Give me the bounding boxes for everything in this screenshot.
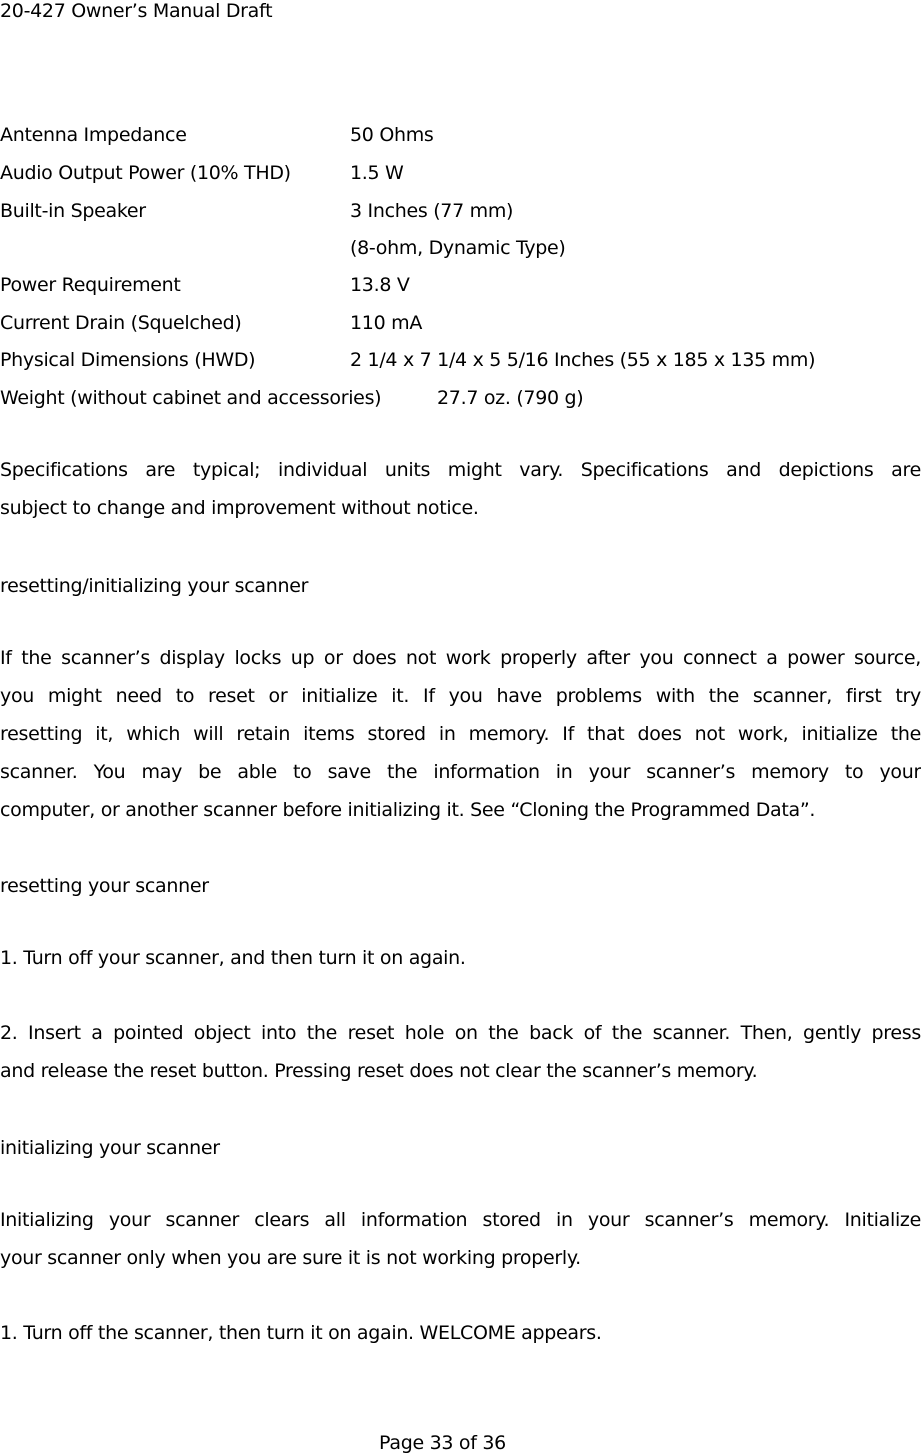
spec-row-antenna-impedance [0, 124, 921, 148]
paragraph-line: you might need to reset or initialize it. If you have problems with the scanner, first try [0, 685, 921, 707]
spec-value: 2 1/4 x 7 1/4 x 5 5/16 Inches (55 x 185 x 135 mm) [350, 349, 816, 371]
paragraph-line: subject to change and improvement without notice. [0, 497, 479, 519]
spec-value: 110 mA [350, 312, 423, 334]
spec-label: Physical Dimensions (HWD) [0, 349, 256, 371]
spec-label: Audio Output Power (10% THD) [0, 162, 291, 184]
spec-label: Weight (without cabinet and accessories) [0, 387, 382, 409]
paragraph-line: Specifications are typical; individual units might vary. Specifications and depictions are [0, 459, 921, 481]
paragraph-line: Initializing your scanner clears all information stored in your scanner’s memory. Initialize [0, 1209, 921, 1231]
spec-value: 3 Inches (77 mm) [350, 200, 514, 222]
paragraph-line: scanner. You may be able to save the information in your scanner’s memory to your [0, 761, 921, 783]
spec-value: 50 Ohms [350, 124, 434, 146]
paragraph-line: your scanner only when you are sure it is not working properly. [0, 1247, 581, 1269]
spec-row-speaker-type [0, 237, 921, 261]
spec-label: Built-in Speaker [0, 200, 146, 222]
paragraph-line: 1. Turn off your scanner, and then turn it on again. [0, 947, 466, 969]
section-heading-initializing: initializing your scanner [0, 1137, 220, 1159]
paragraph-line: computer, or another scanner before initializing it. See “Cloning the Programmed Data”. [0, 799, 816, 821]
spec-row-current-drain [0, 312, 921, 336]
spec-row-weight [0, 387, 921, 411]
paragraph-line: 2. Insert a pointed object into the reset hole on the back of the scanner. Then, gently press [0, 1022, 921, 1044]
spec-value: 1.5 W [350, 162, 404, 184]
initializing-intro [0, 1201, 921, 1277]
spec-row-built-in-speaker [0, 200, 921, 224]
reset-initialize-paragraph [0, 639, 921, 829]
spec-label: Current Drain (Squelched) [0, 312, 242, 334]
spec-row-power-requirement [0, 274, 921, 298]
initializing-step-1 [0, 1314, 921, 1352]
paragraph-line: 1. Turn off the scanner, then turn it on again. WELCOME appears. [0, 1322, 602, 1344]
specifications-disclaimer [0, 451, 921, 527]
spec-row-physical-dimensions [0, 349, 921, 373]
document-header: 20-427 Owner’s Manual Draft [0, 0, 273, 22]
spec-row-audio-output-power [0, 162, 921, 186]
page-number: Page 33 of 36 [379, 1432, 506, 1454]
spec-label: Power Requirement [0, 274, 181, 296]
paragraph-line: resetting it, which will retain items stored in memory. If that does not work, initialize the [0, 723, 921, 745]
section-heading-resetting: resetting your scanner [0, 875, 209, 897]
section-heading-reset-initialize: resetting/initializing your scanner [0, 575, 309, 597]
spec-label: Antenna Impedance [0, 124, 187, 146]
spec-value: (8-ohm, Dynamic Type) [350, 237, 566, 259]
paragraph-line: and release the reset button. Pressing reset does not clear the scanner’s memory. [0, 1060, 758, 1082]
paragraph-line: If the scanner’s display locks up or does not work properly after you connect a power source, [0, 647, 921, 669]
spec-value: 13.8 V [350, 274, 410, 296]
resetting-step-1 [0, 939, 921, 977]
resetting-step-2 [0, 1014, 921, 1090]
spec-value: 27.7 oz. (790 g) [437, 387, 584, 409]
